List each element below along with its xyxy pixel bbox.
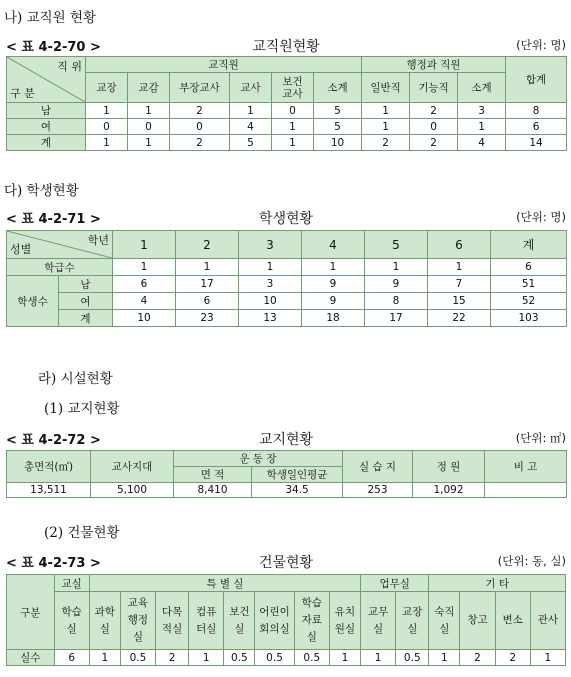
row-header-students: 학생수 [7, 276, 59, 327]
column-header: 숙직실 [429, 592, 460, 650]
column-header: 학습실 [54, 592, 89, 650]
table-unit: (단위: 명) [516, 210, 566, 224]
data-cell: 6 [491, 259, 567, 276]
data-cell: 1 [362, 119, 410, 135]
data-cell: 0.5 [255, 650, 294, 666]
table-row [7, 135, 567, 151]
data-cell: 5 [314, 119, 362, 135]
table-title: 교지현황 [258, 432, 314, 448]
column-header: 다목적실 [156, 592, 189, 650]
column-header: 과학실 [89, 592, 120, 650]
group-header-special: 특 별 실 [89, 575, 360, 592]
row-header: 여 [7, 119, 86, 135]
row-header: 여 [59, 293, 113, 310]
column-header: 1 [113, 231, 176, 259]
total-header: 합계 [506, 57, 567, 103]
column-header: 교사 [230, 73, 272, 103]
column-header: 기능직 [410, 73, 458, 103]
data-cell: 1 [128, 135, 170, 151]
column-header: 보건교사 [272, 73, 314, 103]
data-cell: 2 [460, 650, 495, 666]
data-cell: 13,511 [7, 483, 91, 498]
column-header: 4 [302, 231, 365, 259]
data-cell: 4 [230, 119, 272, 135]
staff-rows [7, 103, 567, 151]
data-cell: 3 [239, 276, 302, 293]
column-header: 계 [491, 231, 567, 259]
data-cell: 5 [230, 135, 272, 151]
group-header-classroom: 교실 [54, 575, 89, 592]
group-header-admin: 행정과 직원 [362, 57, 506, 73]
row-header: 남 [59, 276, 113, 293]
column-header: 소계 [314, 73, 362, 103]
caption-row-t1 [6, 36, 566, 54]
column-header: 어린이회의실 [255, 592, 294, 650]
data-cell: 0.5 [396, 650, 429, 666]
table-unit: (단위: ㎡) [515, 431, 566, 445]
data-cell: 1 [239, 259, 302, 276]
data-cell: 8 [506, 103, 567, 119]
corner-bottom-label: 성별 [10, 243, 32, 256]
caption-row-t2 [6, 208, 566, 226]
column-header: 교장 [86, 73, 128, 103]
subsection-heading-land: (1) 교지현황 [44, 401, 120, 417]
data-cell: 5 [314, 103, 362, 119]
buildings-table [6, 574, 566, 666]
data-cell: 0 [128, 119, 170, 135]
caption-row-t3 [6, 429, 566, 447]
data-cell [485, 483, 567, 498]
data-cell: 6 [54, 650, 89, 666]
data-cell: 17 [176, 276, 239, 293]
table-row [7, 119, 567, 135]
header-area: 면 적 [174, 467, 252, 483]
corner-top-label: 직 위 [57, 60, 82, 73]
table-unit: (단위: 명) [516, 38, 566, 52]
column-header: 유치원실 [329, 592, 360, 650]
data-cell: 1 [86, 135, 128, 151]
data-cell: 1 [530, 650, 565, 666]
data-cell: 15 [428, 293, 491, 310]
header-total-area: 총면적(㎡) [7, 451, 91, 483]
group-header-other: 기 타 [429, 575, 566, 592]
table-caption: < 표 4-2-70 > [6, 40, 101, 55]
data-cell: 7 [428, 276, 491, 293]
data-cell: 23 [176, 310, 239, 327]
table-unit: (단위: 동, 실) [497, 554, 566, 568]
data-cell: 1 [362, 103, 410, 119]
table-caption: < 표 4-2-73 > [6, 556, 101, 571]
data-cell: 1 [189, 650, 224, 666]
data-cell: 52 [491, 293, 567, 310]
row-header: 실수 [7, 650, 55, 666]
data-cell: 2 [156, 650, 189, 666]
row-header: 계 [7, 135, 86, 151]
header-per-student: 학생일인평균 [252, 467, 343, 483]
data-cell: 2 [410, 135, 458, 151]
data-cell: 0 [170, 119, 230, 135]
header-garden: 정 원 [413, 451, 485, 483]
students-table [6, 230, 567, 327]
data-cell: 10 [113, 310, 176, 327]
data-cell: 6 [113, 276, 176, 293]
students-rows [7, 276, 567, 327]
data-cell: 1 [230, 103, 272, 119]
corner-cell [7, 231, 113, 259]
data-cell: 34.5 [252, 483, 343, 498]
data-cell: 1,092 [413, 483, 485, 498]
data-cell: 1 [302, 259, 365, 276]
column-header: 학습자료실 [294, 592, 329, 650]
group-header-office: 업무실 [361, 575, 429, 592]
data-cell: 1 [176, 259, 239, 276]
column-header: 창고 [460, 592, 495, 650]
data-cell: 4 [113, 293, 176, 310]
column-header: 일반직 [362, 73, 410, 103]
data-cell: 1 [329, 650, 360, 666]
table-title: 건물현황 [258, 555, 314, 571]
subsection-heading-buildings: (2) 건물현황 [44, 525, 120, 541]
data-cell: 1 [458, 119, 506, 135]
data-cell: 3 [458, 103, 506, 119]
column-header: 2 [176, 231, 239, 259]
data-cell: 8,410 [174, 483, 252, 498]
table-title: 교직원현황 [252, 39, 320, 55]
row-header-category: 구분 [7, 575, 55, 650]
data-cell: 4 [458, 135, 506, 151]
data-cell: 9 [365, 276, 428, 293]
header-school-site: 교사지대 [91, 451, 174, 483]
column-header: 3 [239, 231, 302, 259]
column-header: 변소 [495, 592, 530, 650]
data-cell: 18 [302, 310, 365, 327]
data-cell: 9 [302, 276, 365, 293]
data-cell: 1 [361, 650, 396, 666]
data-cell: 1 [429, 650, 460, 666]
column-header: 컴퓨터실 [189, 592, 224, 650]
column-header: 소계 [458, 73, 506, 103]
data-cell: 1 [86, 103, 128, 119]
row-header: 남 [7, 103, 86, 119]
data-cell: 17 [365, 310, 428, 327]
data-cell: 2 [410, 103, 458, 119]
section-heading-staff: 나) 교직원 현황 [4, 10, 97, 26]
data-cell: 0 [410, 119, 458, 135]
data-cell: 6 [506, 119, 567, 135]
data-cell: 2 [170, 135, 230, 151]
table-caption: < 표 4-2-71 > [6, 212, 101, 227]
data-cell: 103 [491, 310, 567, 327]
land-table [6, 450, 567, 498]
header-practice-field: 실 습 지 [343, 451, 413, 483]
data-cell: 1 [428, 259, 491, 276]
column-header: 교감 [128, 73, 170, 103]
data-cell: 0.5 [120, 650, 155, 666]
data-cell: 13 [239, 310, 302, 327]
section-heading-facilities: 라) 시설현황 [38, 371, 113, 387]
data-cell: 14 [506, 135, 567, 151]
data-cell: 0 [86, 119, 128, 135]
caption-row-t4 [6, 552, 566, 570]
column-header: 관사 [530, 592, 565, 650]
data-cell: 51 [491, 276, 567, 293]
header-note: 비 고 [485, 451, 567, 483]
data-cell: 8 [365, 293, 428, 310]
data-cell: 1 [272, 135, 314, 151]
buildings-column-headers [7, 592, 566, 650]
data-cell: 10 [314, 135, 362, 151]
column-header: 6 [428, 231, 491, 259]
data-cell: 5,100 [91, 483, 174, 498]
row-header-classes: 학급수 [7, 259, 113, 276]
table-title: 학생현황 [258, 211, 314, 227]
data-cell: 2 [362, 135, 410, 151]
data-cell: 1 [272, 119, 314, 135]
buildings-value-row [7, 650, 566, 666]
data-cell: 253 [343, 483, 413, 498]
data-cell: 2 [495, 650, 530, 666]
column-header: 부장교사 [170, 73, 230, 103]
data-cell: 0 [272, 103, 314, 119]
corner-cell [7, 57, 86, 103]
corner-top-label: 학년 [87, 234, 109, 247]
data-cell: 0.5 [224, 650, 255, 666]
corner-bottom-label: 구 분 [10, 87, 35, 100]
data-cell: 2 [170, 103, 230, 119]
column-header: 5 [365, 231, 428, 259]
table-caption: < 표 4-2-72 > [6, 433, 101, 448]
column-header: 교장실 [396, 592, 429, 650]
header-playground: 운 동 장 [174, 451, 343, 467]
data-cell: 10 [239, 293, 302, 310]
data-cell: 9 [302, 293, 365, 310]
data-cell: 1 [89, 650, 120, 666]
data-cell: 22 [428, 310, 491, 327]
data-cell: 1 [113, 259, 176, 276]
data-cell: 6 [176, 293, 239, 310]
group-header-staff: 교직원 [86, 57, 362, 73]
data-cell: 1 [128, 103, 170, 119]
table-row [7, 103, 567, 119]
data-cell: 0.5 [294, 650, 329, 666]
data-cell: 1 [365, 259, 428, 276]
row-header: 계 [59, 310, 113, 327]
staff-table [6, 56, 567, 151]
section-heading-students: 다) 학생현황 [4, 183, 79, 199]
column-header: 보건실 [224, 592, 255, 650]
column-header: 교육행정실 [120, 592, 155, 650]
column-header: 교무실 [361, 592, 396, 650]
